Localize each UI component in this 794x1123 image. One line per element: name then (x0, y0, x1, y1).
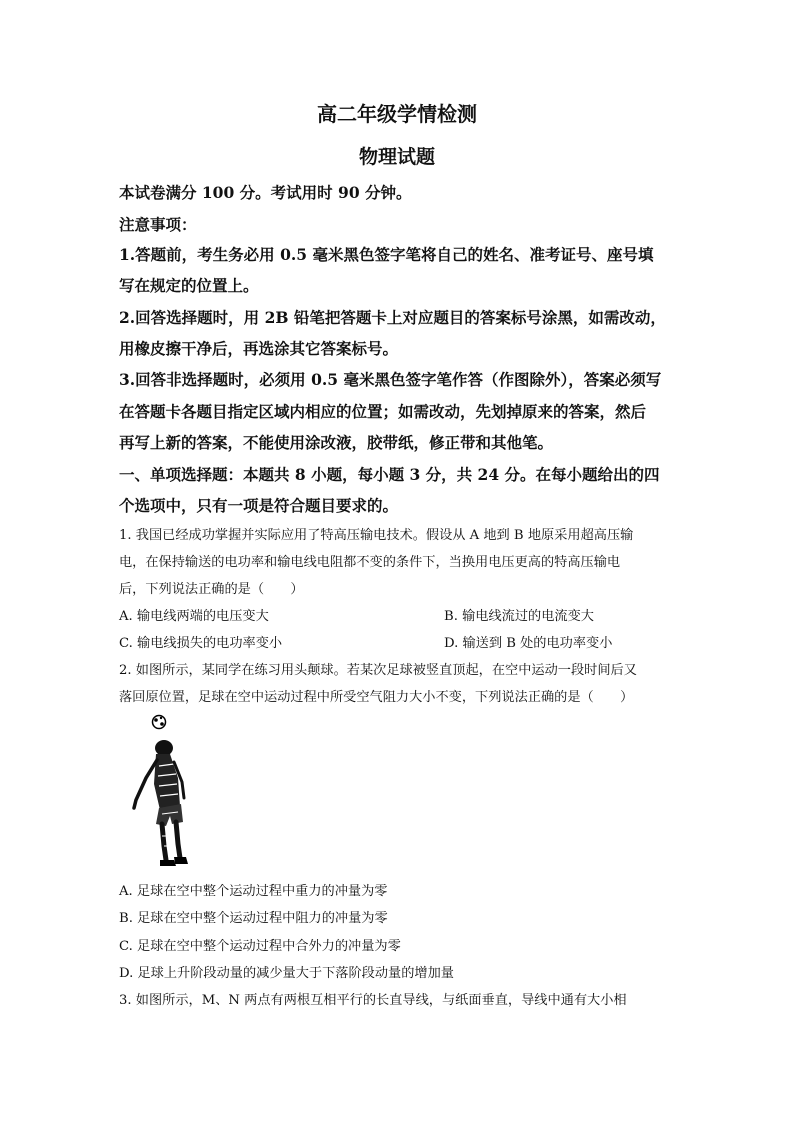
q2-option-c: C. 足球在空中整个运动过程中合外力的冲量为零 (119, 939, 401, 954)
note-3-line-1: 3.回答非选择题时，必须用 0.5 毫米黑色签字笔作答（作图除外），答案必须写 (119, 370, 662, 389)
q1-option-a: A. 输电线两端的电压变大 (119, 609, 269, 624)
player-shoe-right (174, 857, 188, 864)
player-heading-ball-illustration (126, 714, 196, 870)
note-3-line-3: 再写上新的答案，不能使用涂改液，胶带纸，修正带和其他笔。 (119, 433, 554, 452)
player-head (155, 740, 173, 756)
note-1-line-1: 1.答题前，考生务必用 0.5 毫米黑色签字笔将自己的姓名、准考证号、座号填 (119, 245, 654, 264)
player-arm (134, 760, 157, 808)
note-2-line-2: 用橡皮擦干净后，再选涂其它答案标号。 (119, 339, 399, 358)
q2-stem-line-2: 落回原位置，足球在空中运动过程中所受空气阻力大小不变，下列说法正确的是（ ） (119, 690, 634, 705)
note-3-line-2: 在答题卡各题目指定区域内相应的位置；如需改动，先划掉原来的答案，然后 (119, 402, 647, 421)
section-heading-line-2: 个选项中，只有一项是符合题目要求的。 (119, 496, 399, 515)
player-shoe-left (160, 860, 176, 866)
q2-option-b: B. 足球在空中整个运动过程中阻力的冲量为零 (119, 911, 388, 926)
notes-heading: 注意事项： (119, 215, 197, 234)
q1-stem-line-1: 1. 我国已经成功掌握并实际应用了特高压输电技术。假设从 A 地到 B 地原采用超高压输 (119, 528, 634, 543)
exam-subject: 物理试题 (358, 146, 435, 168)
q1-option-d: D. 输送到 B 处的电功率变小 (444, 636, 613, 651)
player-torso (154, 754, 180, 810)
q1-option-b: B. 输电线流过的电流变大 (444, 609, 594, 624)
soccer-ball (153, 716, 166, 729)
heading-ball-figure (126, 714, 196, 870)
score-time-note: 本试卷满分 100 分。考试用时 90 分钟。 (119, 183, 412, 202)
player-leg-left (162, 824, 166, 860)
q1-stem-line-3: 后，下列说法正确的是（ ） (119, 582, 304, 597)
q2-option-d: D. 足球上升阶段动量的减少量大于下落阶段动量的增加量 (119, 966, 454, 981)
q3-stem-line-1: 3. 如图所示，M、N 两点有两根互相平行的长直导线，与纸面垂直，导线中通有大小相 (119, 993, 627, 1008)
exam-title: 高二年级学情检测 (317, 102, 477, 126)
q2-option-a: A. 足球在空中整个运动过程中重力的冲量为零 (119, 884, 388, 899)
player-leg-right (176, 822, 180, 858)
q1-option-c: C. 输电线损失的电功率变小 (119, 636, 283, 651)
q2-stem-line-1: 2. 如图所示，某同学在练习用头颠球。若某次足球被竖直顶起，在空中运动一段时间后又 (119, 663, 637, 678)
note-2-line-1: 2.回答选择题时，用 2B 铅笔把答题卡上对应题目的答案标号涂黑，如需改动， (119, 308, 666, 327)
note-1-line-2: 写在规定的位置上。 (119, 276, 259, 295)
q1-stem-line-2: 电，在保持输送的电功率和输电线电阻都不变的条件下，当换用电压更高的特高压输电 (119, 555, 621, 570)
section-heading-line-1: 一、单项选择题：本题共 8 小题，每小题 3 分，共 24 分。在每小题给出的四 (119, 465, 660, 484)
